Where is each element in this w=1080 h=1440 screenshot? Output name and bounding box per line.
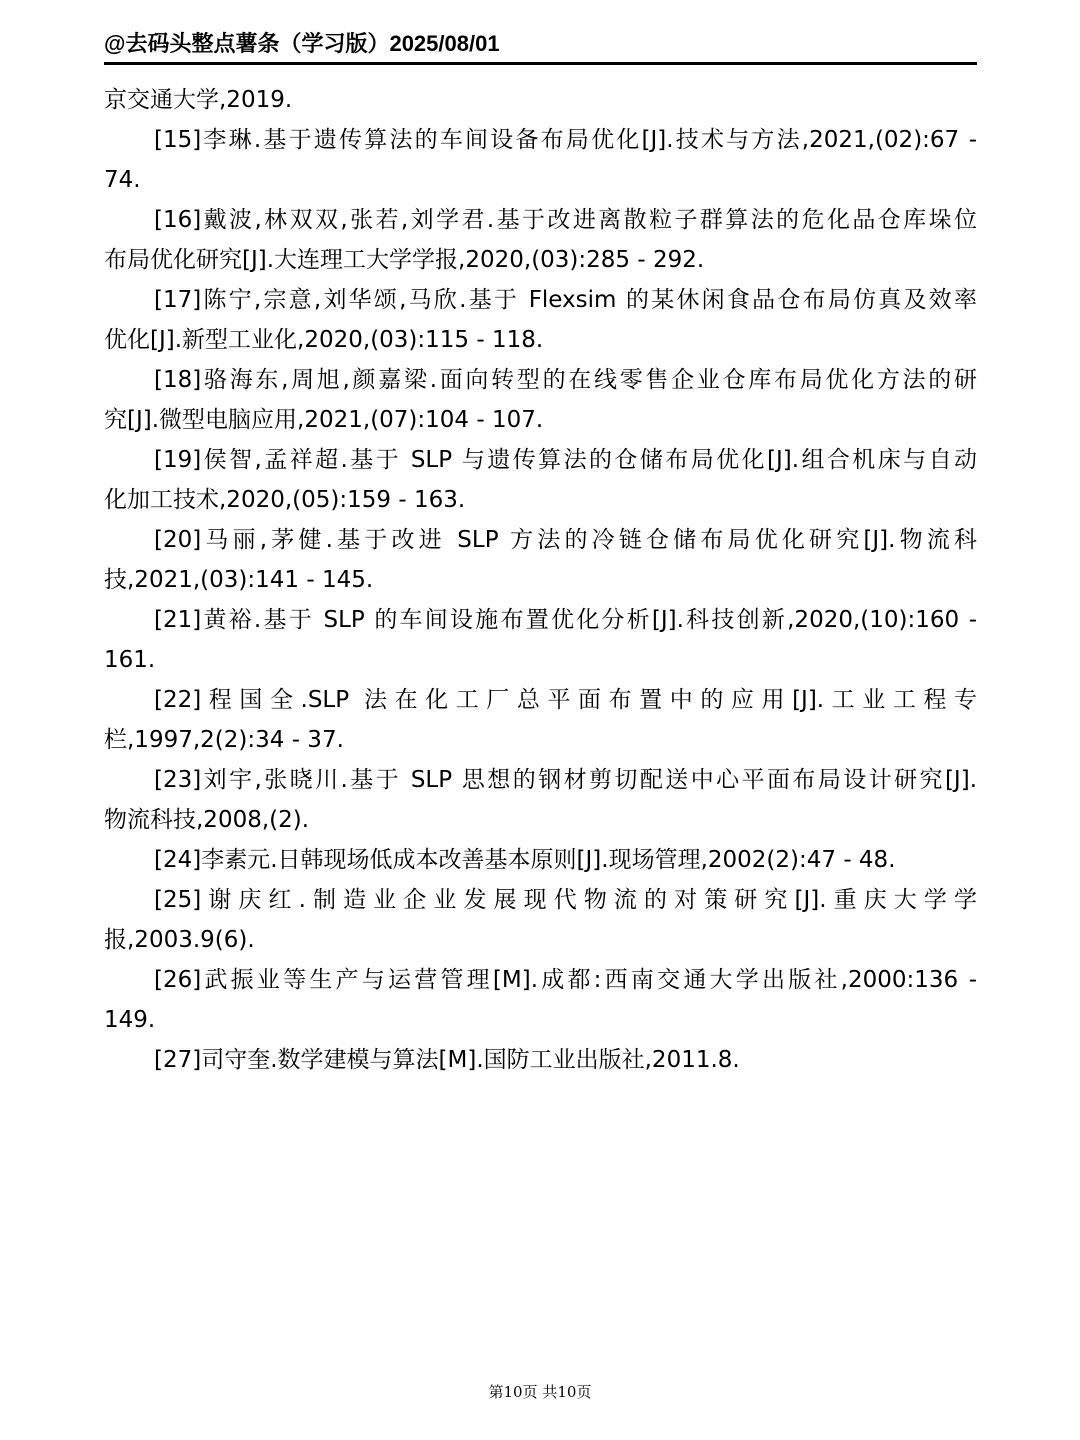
reference-line: [21]黄裕.基于 SLP 的车间设施布置优化分析[J].科技创新,2020,(10):160 - xyxy=(154,607,977,633)
reference-line: [27]司守奎.数学建模与算法[M].国防工业出版社,2011.8. xyxy=(154,1047,740,1073)
reference-line: [25]谢庆红.制造业企业发展现代物流的对策研究[J].重庆大学学 xyxy=(154,887,977,913)
reference-line: 74. xyxy=(104,167,141,193)
reference-line: 京交通大学,2019. xyxy=(104,87,293,113)
reference-line: [18]骆海东,周旭,颜嘉梁.面向转型的在线零售企业仓库布局优化方法的研 xyxy=(154,367,977,393)
reference-line: [22]程国全.SLP 法在化工厂总平面布置中的应用[J].工业工程专 xyxy=(154,687,977,713)
reference-line: [20]马丽,茅健.基于改进 SLP 方法的冷链仓储布局优化研究[J].物流科 xyxy=(154,527,977,553)
reference-line: 化加工技术,2020,(05):159 - 163. xyxy=(104,487,466,513)
reference-list xyxy=(104,80,977,1080)
reference-line: 技,2021,(03):141 - 145. xyxy=(104,567,374,593)
reference-line: 布局优化研究[J].大连理工大学学报,2020,(03):285 - 292. xyxy=(104,247,705,273)
reference-line: 物流科技,2008,(2). xyxy=(104,807,310,833)
page-number: 第10页 共10页 xyxy=(488,1383,592,1401)
reference-line: 栏,1997,2(2):34 - 37. xyxy=(104,727,344,753)
reference-line: 149. xyxy=(104,1007,156,1033)
reference-line: [15]李琳.基于遗传算法的车间设备布局优化[J].技术与方法,2021,(02):67 - xyxy=(154,127,977,153)
reference-line: [24]李素元.日韩现场低成本改善基本原则[J].现场管理,2002(2):47 - 48. xyxy=(154,847,896,873)
reference-line: [26]武振业等生产与运营管理[M].成都:西南交通大学出版社,2000:136 - xyxy=(154,967,977,993)
reference-line: 究[J].微型电脑应用,2021,(07):104 - 107. xyxy=(104,407,544,433)
header-title: @去码头整点薯条（学习版）2025/08/01 xyxy=(104,31,500,56)
reference-line: [19]侯智,孟祥超.基于 SLP 与遗传算法的仓储布局优化[J].组合机床与自动 xyxy=(154,447,977,473)
page-header xyxy=(104,27,977,65)
reference-line: 优化[J].新型工业化,2020,(03):115 - 118. xyxy=(104,327,544,353)
reference-line: [23]刘宇,张晓川.基于 SLP 思想的钢材剪切配送中心平面布局设计研究[J]. xyxy=(154,767,977,793)
reference-line: 161. xyxy=(104,647,156,673)
reference-line: 报,2003.9(6). xyxy=(104,927,255,953)
reference-line: [16]戴波,林双双,张若,刘学君.基于改进离散粒子群算法的危化品仓库垛位 xyxy=(154,207,977,233)
reference-line: [17]陈宁,宗意,刘华颂,马欣.基于 Flexsim 的某休闲食品仓布局仿真及效率 xyxy=(154,287,977,313)
